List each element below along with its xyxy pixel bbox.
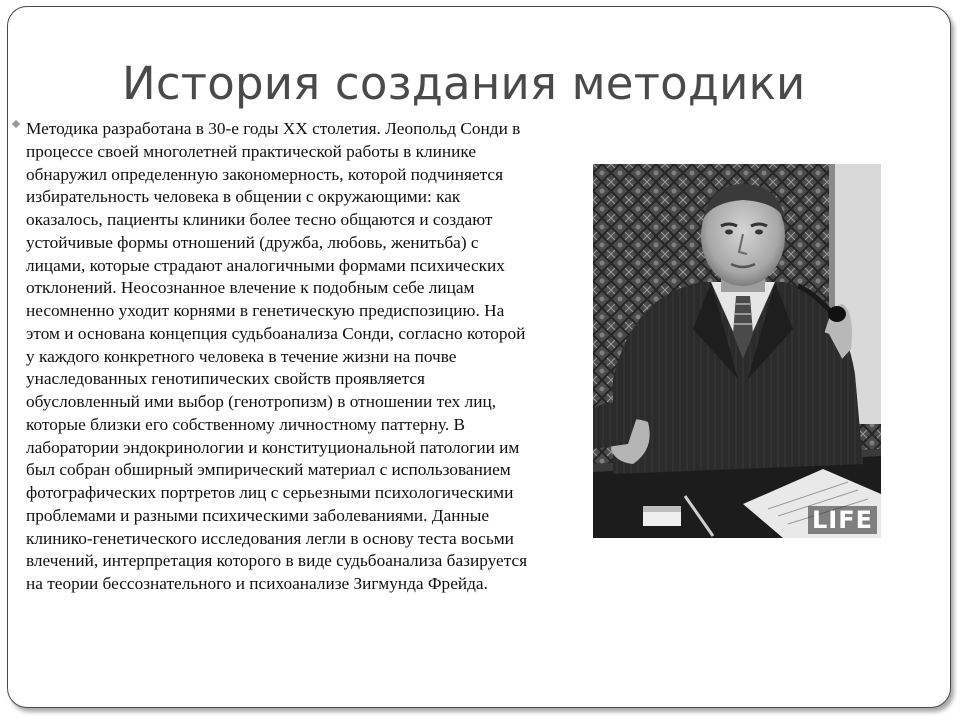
portrait-photo-drawing [593, 164, 881, 538]
portrait-photo [593, 164, 881, 538]
slide-body-text: Методика разработана в 30-е годы XX столетия. Леопольд Сонди в процессе своей многолетней практической работы в клинике обнаружил определенную закономерность, которой подчиняется избирательность человека в общении с окружающими: как оказалось, пациенты клиники более тесно общаются и создают устойчивые формы отношений (дружба, любовь, женитьба) с лицами, которые страдают аналогичными формами психических отклонений. Неосознанное влечение к подобным себе лицам несомненно уходит корнями в генетическую предиспозицию. На этом и основана концепция судьбоанализа Сонди, согласно которой у каждого конкретного человека в течение жизни на почве унаследованных генотипических свойств проявляется обусловленный ими выбор (генотропизм) в отношении тех лиц, которые близки его собственному личностному паттерну. В лаборатории эндокринологии и конституциональной патологии им был собран обширный эмпирический материал с использованием фотографических портретов лиц с серьезными психологическими проблемами и разными психическими заболеваниями. Данные клинико-генетического исследования легли в основу теста восьми влечений, интерпретация которого в виде судьбоанализа базируется на теории бессознательного и психоанализе Зигмунда Фрейда. [26, 119, 528, 593]
life-watermark: LIFE [808, 506, 877, 534]
slide-title: История создания методики [122, 57, 806, 110]
